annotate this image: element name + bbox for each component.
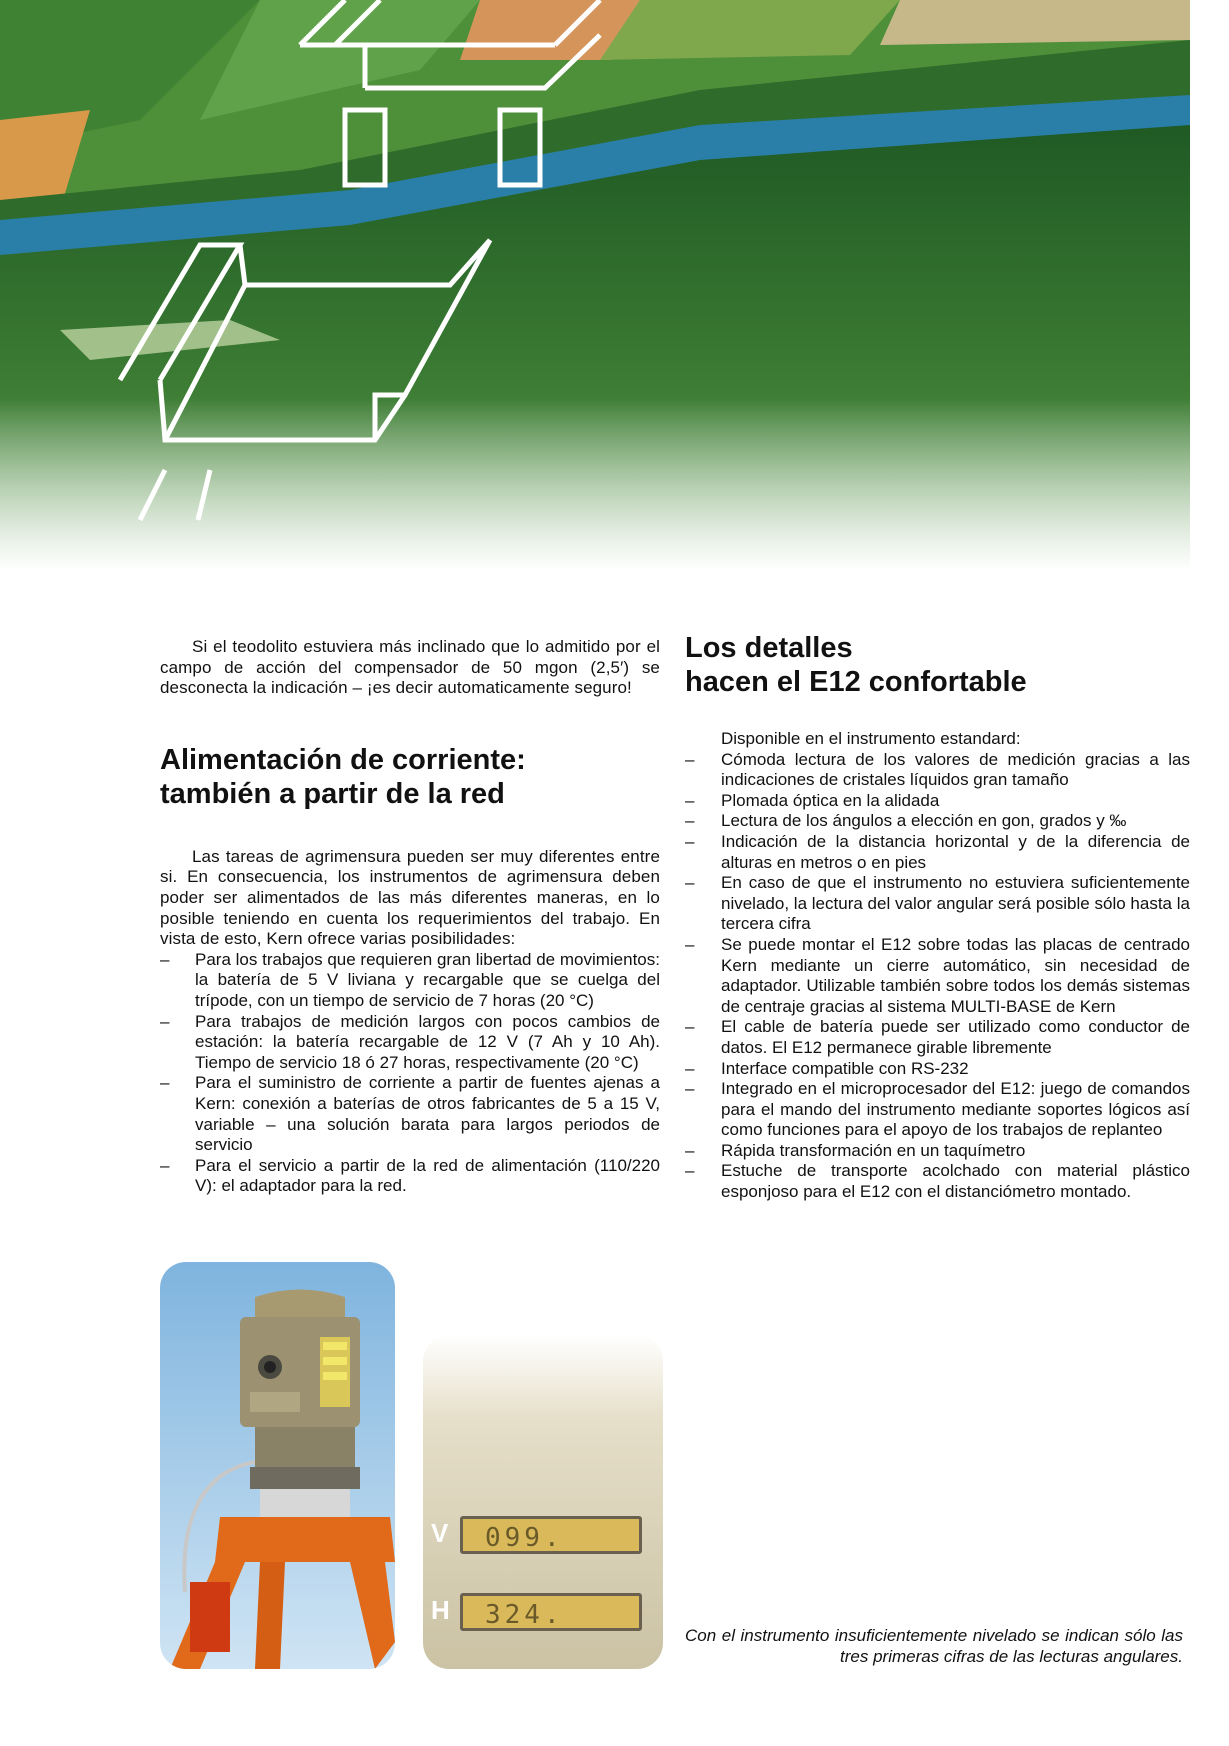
list-item: – Se puede montar el E12 sobre todas las placas de centrado Kern mediante un cierre automático, sin necesidad de adaptador. Utilizable también sobre todos los demás sistemas de centraje gracias al sistema MULTI-BASE de Kern <box>685 935 1190 1017</box>
details-list <box>685 750 1190 1203</box>
details-intro: Disponible en el instrumento estandard: <box>721 729 1021 748</box>
list-item: – Plomada óptica en la alidada <box>685 791 1190 812</box>
v-lcd-readout: 099. <box>460 1516 642 1554</box>
h-label: H <box>431 1595 450 1625</box>
list-item: – Para el servicio a partir de la red de alimentación (110/220 V): el adaptador para la red. <box>160 1156 660 1197</box>
photo-caption: Con el instrumento insuficientemente nivelado se indican sólo las tres primeras cifras de las lecturas angulares. <box>685 1626 1183 1666</box>
list-item: – Lectura de los ángulos a elección en gon, grados y ‰ <box>685 811 1190 832</box>
power-paragraph: Las tareas de agrimensura pueden ser muy diferentes entre si. En consecuencia, los instrumentos de agrimensura deben poder ser alimentados de las más diferentes maneras, en lo posible teniendo en cuenta los requerimientos del trabajo. En vista de esto, Kern ofrece varias posibilidades: <box>160 846 660 949</box>
details-heading <box>685 631 1190 699</box>
aerial-landscape-image <box>0 0 1190 570</box>
list-item: – Interface compatible con RS-232 <box>685 1059 1190 1080</box>
list-item: – Para trabajos de medición largos con pocos cambios de estación: la batería recargable de 12 V (7 Ah y 10 Ah). Tiempo de servicio 18 ó 27 horas, respectivamente (20 °C) <box>160 1012 660 1074</box>
left-column <box>160 637 660 1197</box>
list-item: – Cómoda lectura de los valores de medición gracias a las indicaciones de cristales líquidos gran tamaño <box>685 750 1190 791</box>
theodolite-image <box>160 1262 395 1669</box>
h-lcd-readout: 324. <box>460 1593 642 1631</box>
list-item: – Rápida transformación en un taquímetro <box>685 1141 1190 1162</box>
power-heading-line2: también a partir de la red <box>160 777 505 810</box>
v-label: V <box>431 1518 449 1548</box>
list-item: – Integrado en el microprocesador del E12: juego de comandos para el mando del instrumento mediante soportes lógicos así como funciones para el apoyo de los trabajos de replanteo <box>685 1079 1190 1141</box>
list-item: – Indicación de la distancia horizontal y de la diferencia de alturas en metros o en pies <box>685 832 1190 873</box>
theodolite-photo <box>160 1262 395 1669</box>
power-heading-line1: Alimentación de corriente: <box>160 743 526 776</box>
list-item: – Estuche de transporte acolchado con material plástico esponjoso para el E12 con el distanciómetro montado. <box>685 1161 1190 1202</box>
right-column <box>685 632 1190 1203</box>
list-item: – Para el suministro de corriente a partir de fuentes ajenas a Kern: conexión a baterías de otros fabricantes de 5 a 15 V, variable – una solución barata para largos periodos de servicio <box>160 1073 660 1155</box>
details-heading-line2: hacen el E12 confortable <box>685 666 1027 698</box>
list-item: – El cable de batería puede ser utilizado como conductor de datos. El E12 permanece girable libremente <box>685 1017 1190 1058</box>
list-item: – Para los trabajos que requieren gran libertad de movimientos: la batería de 5 V liviana y recargable que se cuelga del trípode, con un tiempo de servicio de 7 horas (20 °C) <box>160 950 660 1012</box>
power-options-list <box>160 950 660 1197</box>
aerial-photo-banner <box>0 0 1190 570</box>
details-heading-line1: Los detalles <box>685 632 853 664</box>
list-item: – En caso de que el instrumento no estuviera suficientemente nivelado, la lectura del valor angular será posible sólo hasta la tercera cifra <box>685 873 1190 935</box>
lcd-display-photo <box>423 1335 663 1669</box>
power-heading <box>160 743 660 811</box>
intro-paragraph: Si el teodolito estuviera más inclinado que lo admitido por el campo de acción del compensador de 50 mgon (2,5′) se desconecta la indicación – ¡es decir automaticamente seguro! <box>160 637 660 698</box>
